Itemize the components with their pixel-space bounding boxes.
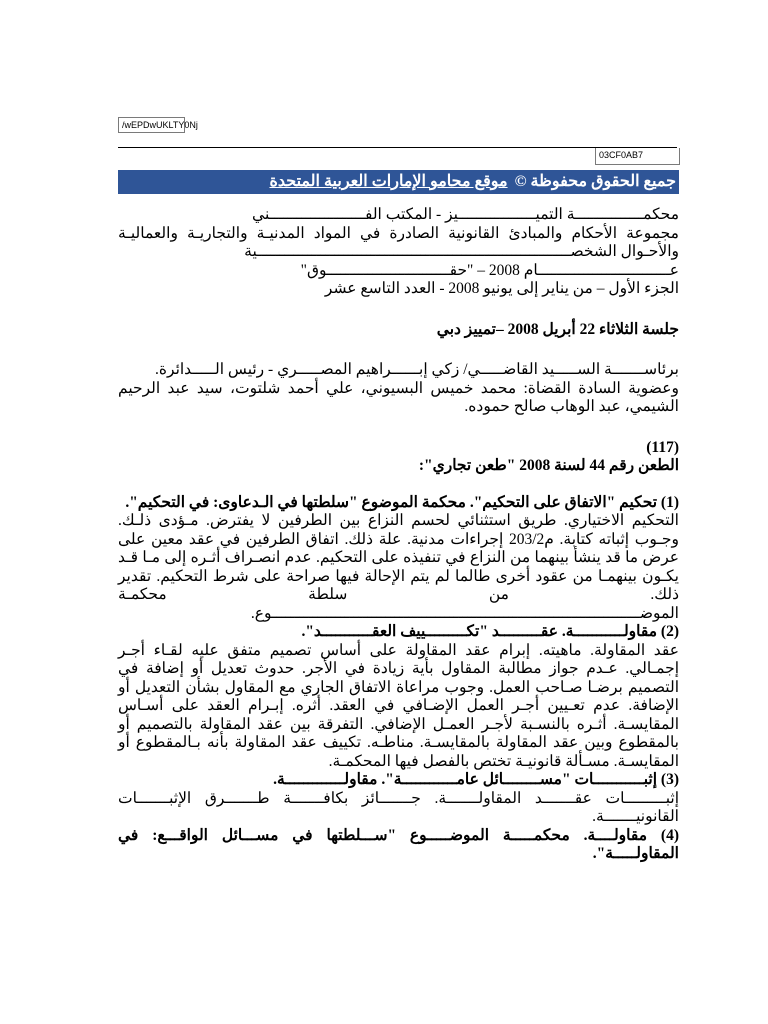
principle-heading: (2) مقاولـــــــــــة. عقـــــــــد "تكـــــــــييف العقـــــــــــد". bbox=[301, 623, 679, 640]
site-link[interactable]: موقع محامو الإمارات العربية المتحدة bbox=[269, 173, 508, 190]
collection-title: مجموعة الأحكام والمبادئ القانونية الصادرة في المواد المدنيـة والتجاريـة والعماليـة والأحـوال الشخصـــــــــــــــــــــــــــــــــــــــــــــــــــــــــــــــــــــية bbox=[118, 224, 679, 260]
principle-heading: (3) إثبـــــــــــات "مســــــــائل عامــــــــــــة". مقاولـــــــــــــة. bbox=[273, 771, 679, 788]
copyright-banner bbox=[118, 170, 679, 194]
case-title: الطعن رقم 44 لسنة 2008 "طعن تجاري": bbox=[418, 457, 679, 474]
panel-members: وعضوية السادة القضاة: محمد خميس البسيوني، علي أحمد شلتوت، سيد عبد الرحيم الشيمي، عبد الوهاب صالح حموده. bbox=[118, 379, 679, 415]
document-body bbox=[118, 206, 679, 864]
document-code: 03CF0AB7 bbox=[595, 148, 680, 165]
top-divider bbox=[118, 147, 677, 148]
case-number: (117) bbox=[646, 438, 679, 456]
principle-body: التحكيم الاختياري. طريق استثنائي لحسم النزاع بين الطرفين لا يفترض. مـؤدى ذلـك. وجـوب إثباته كتابة. م203/2 إجراءات مدنية. علة ذلك. اتفاق الطرفين في عقد معين على عرض ما قد ينشأ بينهما من النزاع في تنفيذه على التحكيم. عدم انصـراف أثـره إلى مـا قـد يكـون بينهمـا من عقود أخرى طالما لم يتم الإحالة فيها صراحة على شرط التحكيم. تقدير ذلك. من سلطة محكمـة الموضـــــــــــــــــــــــــــــــــــــــــــــــــــــــــــــــــــــــــــــــــوع. bbox=[118, 512, 679, 622]
principle-heading: (4) مقاولــــة. محكمـــــة الموضـــــوع "ســـلطتها في مســـائل الواقـــع: في المقاولـــــة". bbox=[118, 826, 679, 862]
rights-text: جميع الحقوق محفوظة © bbox=[514, 173, 676, 190]
viewstate-field: /wEPDwUKLTY0Nj bbox=[118, 117, 185, 133]
principle-body: عقد المقاولة. ماهيته. إبرام عقد المقاولة على أساس تصميم متفق عليه لقـاء أجـر إجمـالي. عـدم جواز مطالبة المقاول بأية زيادة في الأجر. حدوث تعديل أو إضافة في التصميم برضـا صـاحب العمل. وجوب مراعاة الاتفاق الجاري مع المقاول بشأن التعديل أو الإضافة. عدم تعـيين أجـر العمل الإضـافي في العقد. أثره. إبـرام العقد على أسـاس المقايسـة. أثـره بالنسـبة لأجـر العمـل الإضافي. التفرقة بين عقد المقاولة بالتصميم أو بالمقطوع وبين عقد المقاولة بالمقايسـة. مناطـه. تكييف عقد المقاولة بأنه بـالمقطوع أو المقايسـة. مسـألة قانونيـة تختص بالفصل فيها المحكمـة. bbox=[118, 641, 679, 770]
principle-heading: (1) تحكيم "الاتفاق على التحكيم". محكمة الموضوع "سلطتها في الـدعاوى: في التحكيم". bbox=[125, 493, 679, 511]
panel-presidency: برئاســـــــة الســـــيد القاضـــــي/ زكي إبــــــراهيم المصـــــري - رئيس الـــــدائرة. bbox=[155, 361, 679, 378]
principle-body: إثبـــــــــات عقـــــــد المقاولـــــــة. جـــــــائز بكافـــــــة طـــــــرق الإثبـــــــات القانونيـــــــة. bbox=[118, 789, 679, 825]
court-name: محكمـــــــــــــــة التميـــــــــــــــــيز - المكتب الفـــــــــــــــــــــني bbox=[252, 206, 679, 223]
issue-line: الجزء الأول – من يناير إلى يونيو 2008 - العدد التاسع عشر bbox=[324, 280, 679, 297]
year-line: عـــــــــــــــــــــــــــــام 2008 – "حقـــــــــــــــــــــــــــوق" bbox=[300, 261, 679, 279]
session-title: جلسة الثلاثاء 22 أبريل 2008 –تمييز دبي bbox=[436, 320, 679, 338]
